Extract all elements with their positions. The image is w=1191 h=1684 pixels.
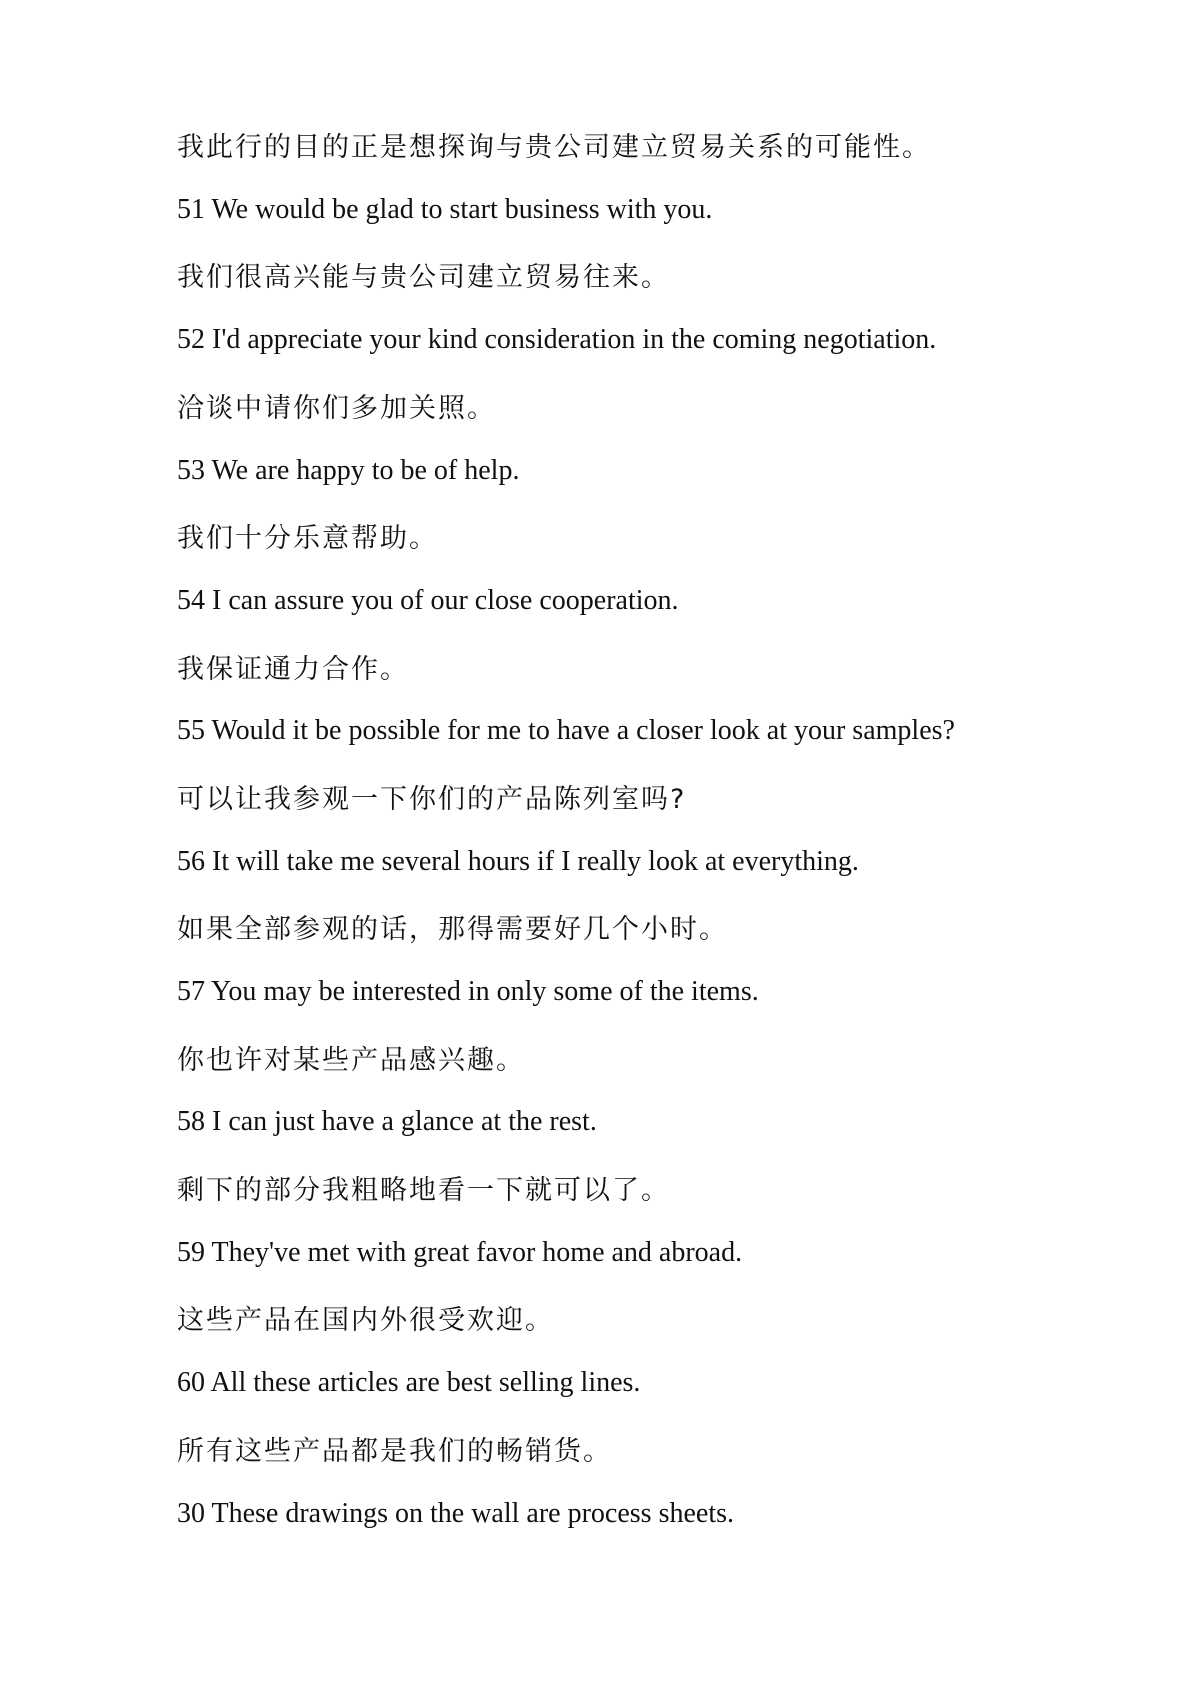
english-sentence-line: 54 I can assure you of our close cooperation. <box>177 584 679 616</box>
english-sentence-line: 52 I'd appreciate your kind consideration in the coming negotiation. <box>177 324 937 356</box>
chinese-translation-line: 我们很高兴能与贵公司建立贸易往来。 <box>177 262 670 294</box>
english-sentence-line: 51 We would be glad to start business with you. <box>177 193 713 225</box>
english-sentence-line: 56 It will take me several hours if I really look at everything. <box>177 845 859 877</box>
english-sentence-line: 57 You may be interested in only some of the items. <box>177 976 759 1008</box>
chinese-translation-line: 可以让我参观一下你们的产品陈列室吗? <box>177 783 687 815</box>
english-sentence-line: 59 They've met with great favor home and abroad. <box>177 1236 743 1268</box>
chinese-translation-line: 这些产品在国内外很受欢迎。 <box>177 1305 554 1337</box>
english-sentence-line: 53 We are happy to be of help. <box>177 454 520 486</box>
english-sentence-line: 60 All these articles are best selling lines. <box>177 1367 641 1399</box>
chinese-translation-line: 你也许对某些产品感兴趣。 <box>177 1044 525 1076</box>
chinese-translation-line: 如果全部参观的话，那得需要好几个小时。 <box>177 914 728 946</box>
chinese-translation-line: 我此行的目的正是想探询与贵公司建立贸易关系的可能性。 <box>177 132 931 164</box>
chinese-translation-line: 所有这些产品都是我们的畅销货。 <box>177 1435 612 1467</box>
chinese-translation-line: 我们十分乐意帮助。 <box>177 523 438 555</box>
document-body <box>177 112 1097 1546</box>
chinese-translation-line: 我保证通力合作。 <box>177 653 409 685</box>
english-sentence-line: 30 These drawings on the wall are process sheets. <box>177 1497 734 1529</box>
english-sentence-line: 55 Would it be possible for me to have a closer look at your samples? <box>177 715 955 747</box>
english-sentence-line: 58 I can just have a glance at the rest. <box>177 1106 597 1138</box>
chinese-translation-line: 剩下的部分我粗略地看一下就可以了。 <box>177 1175 670 1207</box>
chinese-translation-line: 洽谈中请你们多加关照。 <box>177 392 496 424</box>
